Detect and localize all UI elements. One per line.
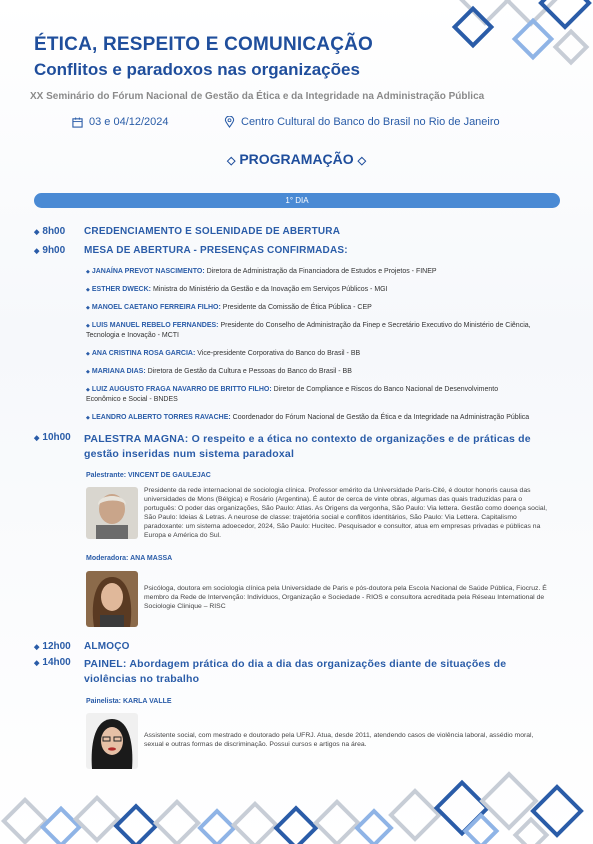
list-item: ◆ LUIZ AUGUSTO FRAGA NAVARRO DE BRITTO FILHO: Diretor de Compliance e Riscos do Banco Nacional de Desenvolvimento Econômico e Social - BNDES [86,385,499,404]
diamond-icon: ◆ [34,229,40,236]
list-item: ◆ MANOEL CAETANO FERREIRA FILHO: Presidente da Comissão de Ética Pública - CEP [86,303,372,311]
diamond-icon: ◆ [86,269,90,275]
day-bar: 1° DIA [34,193,560,208]
bottom-decoration [0,768,593,844]
diamond-icon: ◆ [86,304,90,311]
diamond-icon: ◇ [226,155,236,167]
page-subtitle: Conflitos e paradoxos nas organizações [34,60,360,79]
moderator-label: Moderadora: ANA MASSA [86,555,173,562]
lecturer-photo [86,487,138,539]
event-date-text: 03 e 04/12/2024 [89,116,169,128]
panelist-photo [86,713,138,769]
event-venue [224,116,500,128]
list-item: ◆ LUIS MANUEL REBELO FERNANDES: Presidente do Conselho de Administração da Finep e Secretário Executivo do Ministério de Ciência, Tecnologia e Inovação - MCTI [86,321,531,340]
schedule-item: ◆ 14h00 PAINEL: Abordagem prática do dia a dia das organizações diante de situações de violências no trabalho [34,657,507,685]
diamond-icon: ◆ [86,415,90,422]
diamond-icon: ◆ [86,351,90,358]
list-item: ◆ ANA CRISTINA ROSA GARCIA: Vice-presidente Corporativa do Banco do Brasil - BB [86,350,361,358]
diamond-icon: ◆ [86,286,90,293]
panelist-label: Painelista: KARLA VALLE [86,698,172,705]
diamond-icon: ◆ [34,660,40,667]
panelist-bio: Assistente social, com mestrado e doutorado pela UFRJ. Atua, desde 2011, atendendo casos de violência laboral, assédio moral, sexual e outras formas de discriminação. Possui cursos e artigos na área. [144,732,534,748]
lecturer-label: Palestrante: VINCENT DE GAULEJAC [86,472,211,479]
moderator-bio: Psicóloga, doutora em sociologia clínica pela Universidade de Paris e pós-doutora pela Escola Nacional de Saúde Pública, Fiocruz. É membro da Rede de Intervenção: Indivíduos, Organização e Sociedade - RIOS e consultora acreditada pela Réseau International de Sociologie Clinique – RISC [144,585,547,610]
diamond-icon: ◆ [86,368,90,375]
event-name: XX Seminário do Fórum Nacional de Gestão da Ética e da Integridade na Administração Pública [30,91,485,102]
list-item: ◆ JANAÍNA PREVOT NASCIMENTO: Diretora de Administração da Financiadora de Estudos e Projetos - FINEP [86,268,437,275]
schedule-item: ◆ 9h00 MESA DE ABERTURA - PRESENÇAS CONFIRMADAS: [34,245,348,256]
diamond-icon: ◆ [86,322,90,329]
list-item: ◆ MARIANA DIAS: Diretora de Gestão da Cultura e Pessoas do Banco do Brasil - BB [86,367,352,375]
schedule-item: ◆ 12h00 ALMOÇO [34,641,130,652]
lecturer-bio: Presidente da rede internacional de sociologia clínica. Professor emérito da Universidade Paris-Cité, é doutor honoris causa das universidades de Mons (Bélgica) e Rosário (Argentina). É autor de cerca de vinte obras, algumas das quais traduzidas para o português: O poder das organizações, São Paulo: Atlas. As Origens da vergonha, São Paulo: Via lettera. Gestão como doença social, São Paulo: Ideias & Letras. A neurose de classe: trajetória social e conflitos identitários, São Paulo: Via Lettera. Capitalismo paradoxante: um sistema adoecedor, 2024, São Paulo: Hucitec. Pesquisador e consultor, atua em empresas privadas e públicas na Europa e América do Sul. [144,487,548,539]
event-date [72,116,169,128]
location-pin-icon [224,116,235,128]
schedule-item: ◆ 10h00 PALESTRA MAGNA: O respeito e a ética no contexto de organizações e de práticas de gestão inseridas num sistema paradoxal [34,432,531,460]
top-decoration [420,0,593,80]
section-heading: ◇ PROGRAMAÇÃO ◇ [226,151,367,167]
page-title: ÉTICA, RESPEITO E COMUNICAÇÃO [34,34,374,55]
list-item: ◆ ESTHER DWECK: Ministra do Ministério da Gestão e da Inovação em Serviços Públicos - MGI [86,285,388,293]
calendar-icon [72,117,83,128]
diamond-icon: ◆ [34,644,40,651]
list-item: ◆ LEANDRO ALBERTO TORRES RAVACHE: Coordenador do Fórum Nacional de Gestão da Ética e da Integridade na Administração Pública [86,414,530,422]
event-venue-text: Centro Cultural do Banco do Brasil no Rio de Janeiro [241,116,500,128]
moderator-photo [86,571,138,627]
diamond-icon: ◆ [34,435,40,442]
diamond-icon: ◆ [86,386,90,393]
panel-list [86,267,531,431]
diamond-icon: ◆ [34,248,40,255]
schedule-item: ◆ 8h00 CREDENCIAMENTO E SOLENIDADE DE ABERTURA [34,226,341,237]
diamond-icon: ◇ [357,155,367,167]
